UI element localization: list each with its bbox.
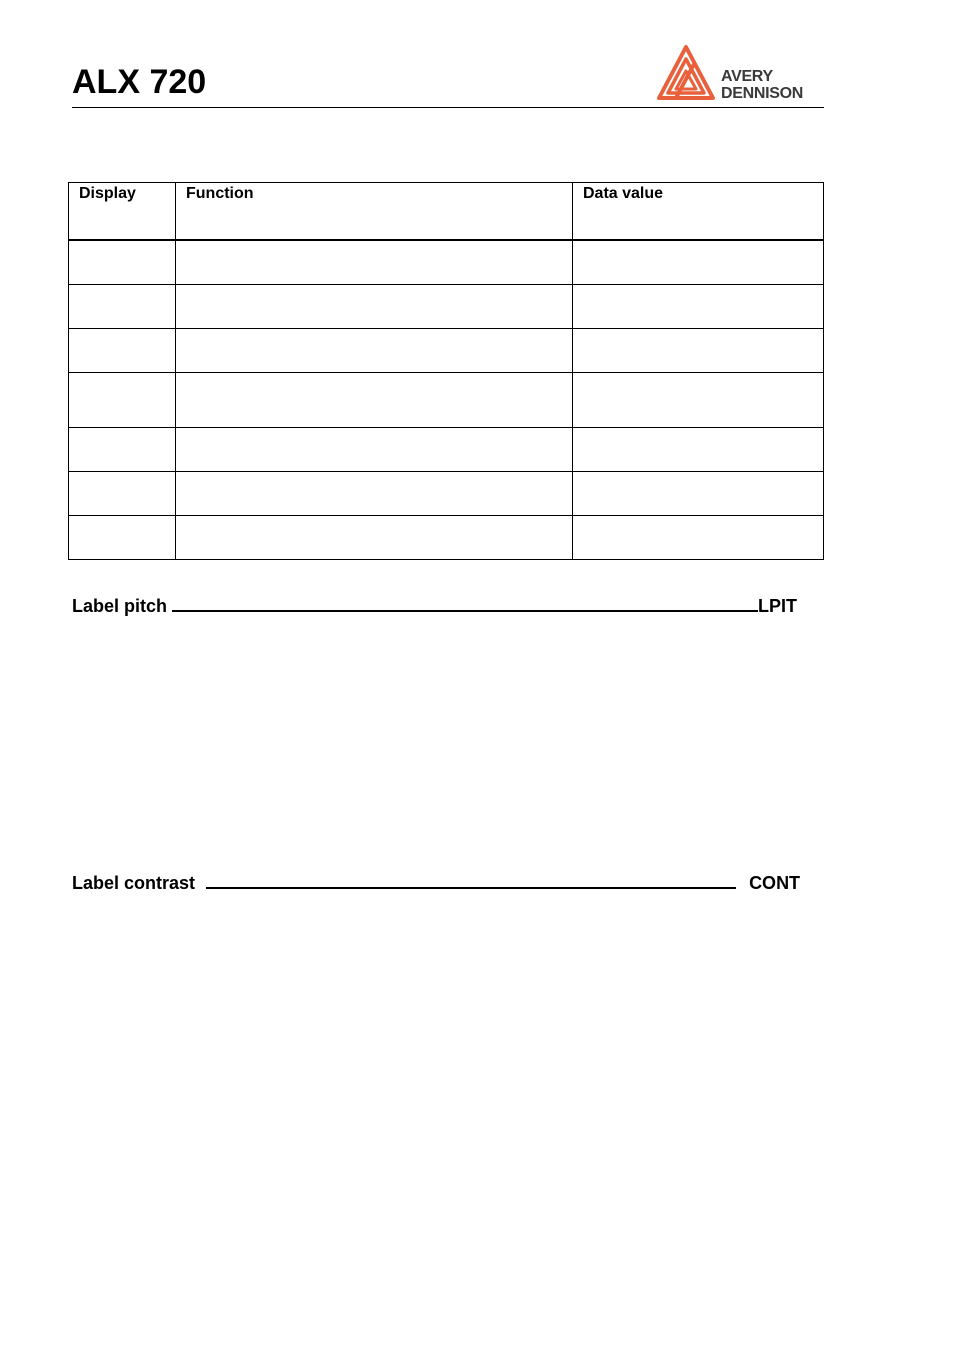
label-pitch-code: LPIT <box>758 596 798 616</box>
column-header-data-value: Data value <box>573 183 824 241</box>
table-cell-function[interactable] <box>176 516 573 560</box>
triangle-logo-icon <box>656 44 716 102</box>
logo-text-line1: AVERY <box>721 68 773 85</box>
label-contrast-blank[interactable] <box>206 871 736 889</box>
table-cell-display[interactable] <box>69 285 176 329</box>
table-row <box>69 428 824 472</box>
label-pitch-label: Label pitch <box>72 596 168 616</box>
table-cell-display[interactable] <box>69 428 176 472</box>
settings-table <box>68 182 824 560</box>
header-divider <box>72 107 824 108</box>
table-cell-data-value[interactable] <box>573 428 824 472</box>
table-cell-data-value[interactable] <box>573 472 824 516</box>
table-cell-data-value[interactable] <box>573 329 824 373</box>
column-header-function: Function <box>176 183 573 241</box>
label-contrast-field <box>72 871 800 894</box>
table-cell-display[interactable] <box>69 516 176 560</box>
table-cell-display[interactable] <box>69 329 176 373</box>
table-header-row <box>69 183 824 241</box>
table-cell-data-value[interactable] <box>573 285 824 329</box>
page-title: ALX 720 <box>72 63 207 101</box>
table-row <box>69 373 824 428</box>
table-cell-display[interactable] <box>69 240 176 285</box>
table-row <box>69 285 824 329</box>
table-cell-display[interactable] <box>69 373 176 428</box>
table-cell-data-value[interactable] <box>573 373 824 428</box>
label-contrast-code: CONT <box>749 873 801 893</box>
table-cell-function[interactable] <box>176 472 573 516</box>
table-cell-display[interactable] <box>69 472 176 516</box>
table-cell-function[interactable] <box>176 373 573 428</box>
table-row <box>69 472 824 516</box>
avery-dennison-logo <box>656 44 826 102</box>
table-row <box>69 329 824 373</box>
table-row <box>69 516 824 560</box>
label-pitch-field <box>72 594 797 617</box>
table-cell-function[interactable] <box>176 329 573 373</box>
table-cell-function[interactable] <box>176 285 573 329</box>
table-cell-function[interactable] <box>176 428 573 472</box>
table-cell-data-value[interactable] <box>573 240 824 285</box>
table-row <box>69 240 824 285</box>
label-contrast-label: Label contrast <box>72 873 196 893</box>
column-header-display: Display <box>69 183 176 241</box>
table-cell-data-value[interactable] <box>573 516 824 560</box>
table-cell-function[interactable] <box>176 240 573 285</box>
logo-text-line2: DENNISON <box>721 85 804 102</box>
label-pitch-blank[interactable] <box>172 594 758 612</box>
